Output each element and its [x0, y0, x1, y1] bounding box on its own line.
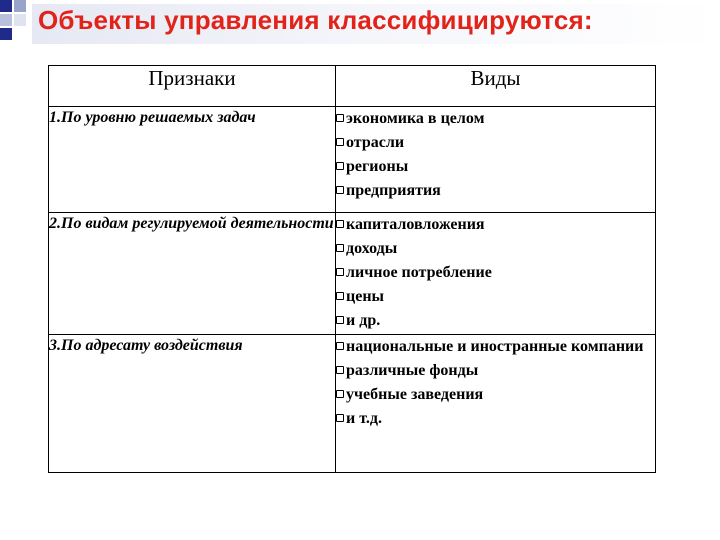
list-item — [336, 131, 655, 155]
hollow-square-bullet-icon — [336, 292, 344, 300]
table-header-row — [49, 66, 656, 107]
table-row — [49, 335, 656, 473]
hollow-square-bullet-icon — [336, 342, 344, 350]
hollow-square-bullet-icon — [336, 316, 344, 324]
corner-square-dark — [0, 28, 12, 40]
header-features: Признаки — [49, 66, 336, 107]
list-item-text: различные фонды — [346, 362, 479, 379]
header-kinds: Виды — [336, 66, 656, 107]
list-item — [336, 179, 655, 203]
corner-square-dark — [0, 0, 12, 12]
list-item — [336, 335, 655, 359]
hollow-square-bullet-icon — [336, 414, 344, 422]
list-item — [336, 407, 655, 431]
kinds-cell — [336, 335, 656, 473]
list-item-text: доходы — [346, 240, 398, 257]
corner-square-light — [14, 14, 26, 26]
kinds-cell — [336, 107, 656, 213]
table-row — [49, 107, 656, 213]
list-item — [336, 309, 655, 333]
list-item-text: отрасли — [346, 134, 405, 151]
list-item — [336, 155, 655, 179]
list-item — [336, 261, 655, 285]
slide-title: Объекты управления классифицируются: — [38, 5, 593, 35]
list-item-text: экономика в целом — [346, 110, 485, 127]
list-item-text: и др. — [346, 312, 381, 329]
hollow-square-bullet-icon — [336, 366, 344, 374]
list-item — [336, 285, 655, 309]
hollow-square-bullet-icon — [336, 220, 344, 228]
hollow-square-bullet-icon — [336, 138, 344, 146]
list-item-text: цены — [346, 288, 385, 305]
list-item-text: капиталовложения — [346, 216, 485, 233]
kinds-cell — [336, 213, 656, 335]
hollow-square-bullet-icon — [336, 244, 344, 252]
feature-cell: 2.По видам регулируемой деятельности — [49, 213, 336, 335]
list-item — [336, 237, 655, 261]
list-item-text: регионы — [346, 158, 409, 175]
list-item-text: личное потребление — [346, 264, 492, 281]
table-row — [49, 213, 656, 335]
list-item — [336, 383, 655, 407]
list-item-text: учебные заведения — [346, 386, 484, 403]
hollow-square-bullet-icon — [336, 268, 344, 276]
classification-table — [48, 65, 656, 473]
list-item — [336, 359, 655, 383]
hollow-square-bullet-icon — [336, 114, 344, 122]
hollow-square-bullet-icon — [336, 186, 344, 194]
hollow-square-bullet-icon — [336, 162, 344, 170]
list-item-text: предприятия — [346, 182, 441, 199]
corner-square-light — [14, 0, 26, 12]
feature-cell: 1.По уровню решаемых задач — [49, 107, 336, 213]
hollow-square-bullet-icon — [336, 390, 344, 398]
list-item — [336, 107, 655, 131]
list-item-text: национальные и иностранные компании — [346, 338, 644, 355]
list-item-text: и т.д. — [346, 410, 382, 427]
corner-square-light — [0, 14, 12, 26]
list-item — [336, 213, 655, 237]
feature-cell: 3.По адресату воздействия — [49, 335, 336, 473]
